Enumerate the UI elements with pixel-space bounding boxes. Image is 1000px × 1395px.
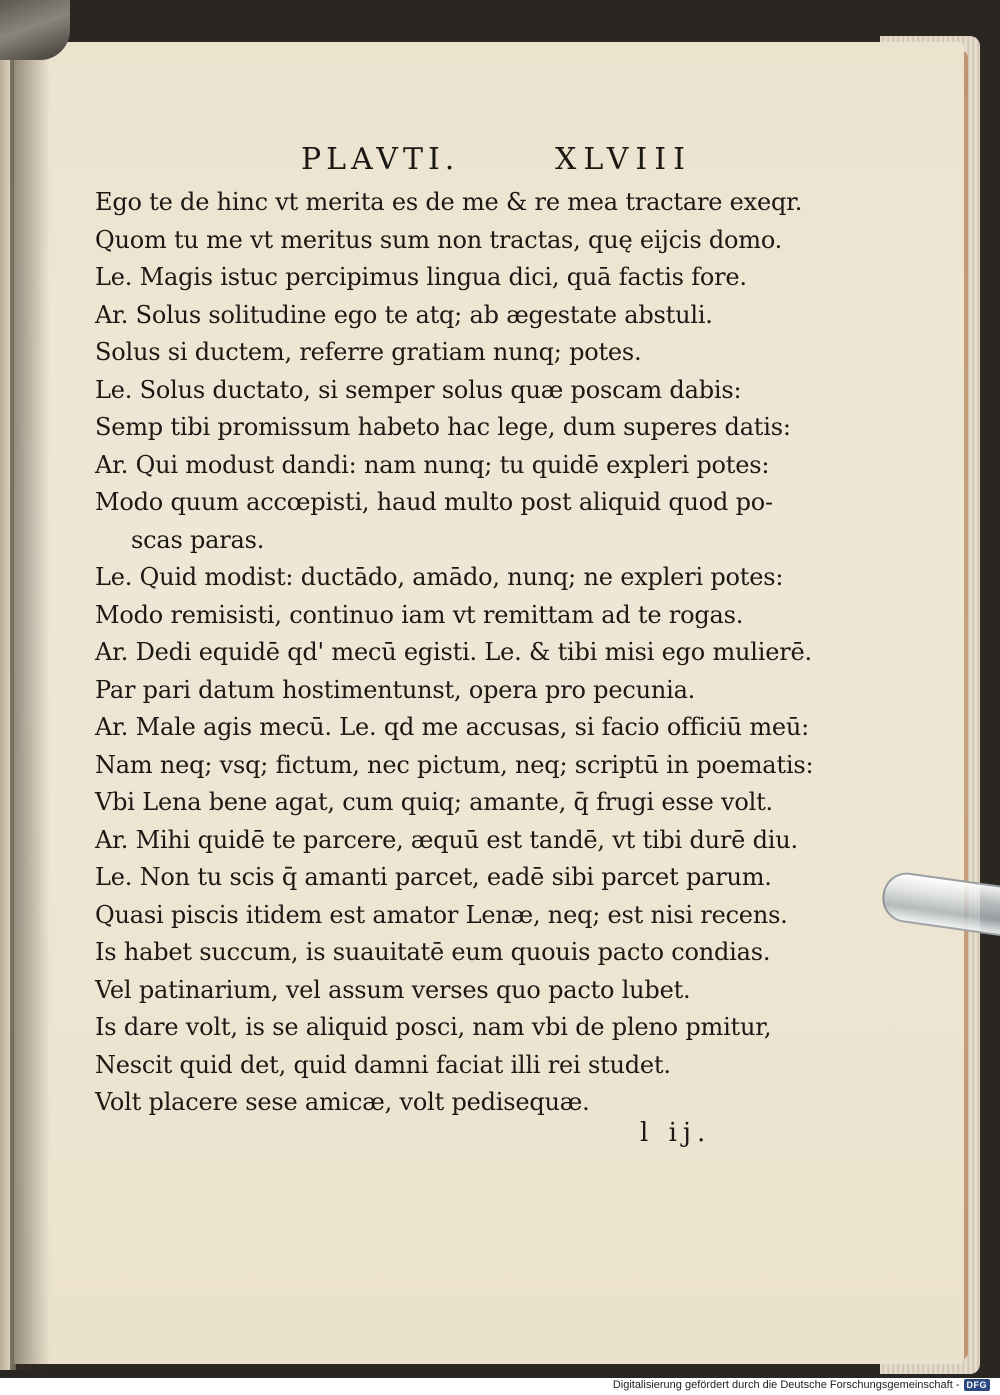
glass-page-holder — [872, 872, 1000, 934]
folio-number: XLVIII — [555, 142, 692, 177]
verse-line: Le. Solus ductato, si semper solus quæ poscam dabis: — [95, 375, 742, 404]
verse-line: Ar. Mihi quidē te parcere, æquū est tandē, vt tibi durē diu. — [95, 825, 798, 854]
verse-line: scas paras. — [131, 525, 265, 554]
dfg-logo-icon: DFG — [964, 1379, 991, 1391]
verse-line: Ar. Solus solitudine ego te atq; ab ægestate abstuli. — [95, 300, 713, 329]
verse-line: Is dare volt, is se aliquid posci, nam vbi de pleno pmitur, — [95, 1013, 772, 1041]
verse-line: Vel patinarium, vel assum verses quo pacto lubet. — [95, 975, 691, 1004]
verse-line: Le. Quid modist: ductādo, amādo, nunq; ne expleri potes: — [95, 563, 784, 591]
book-binding — [0, 0, 70, 60]
glass-rod — [879, 870, 1000, 941]
verse-line: Par pari datum hostimentunst, opera pro pecunia. — [95, 675, 696, 704]
verse-line: Nam neq; vsq; fictum, nec pictum, neq; scriptū in poematis: — [95, 750, 814, 779]
verse-line: Ar. Qui modust dandi: nam nunq; tu quidē expleri potes: — [95, 450, 770, 479]
verse-line: Le. Magis istuc percipimus lingua dici, quā factis fore. — [95, 263, 747, 291]
verse-line: Semp tibi promissum habeto hac lege, dum superes datis: — [95, 413, 791, 441]
verse-line: Ego te de hinc vt merita es de me & re mea tractare exeqr. — [95, 188, 803, 216]
funding-credit — [613, 1379, 990, 1391]
verse-line: Le. Non tu scis q̄ amanti parcet, eadē sibi parcet parum. — [95, 863, 772, 891]
page-header — [95, 138, 775, 184]
verse-line: Vbi Lena bene agat, cum quiq; amante, q̄ frugi esse volt. — [95, 788, 773, 816]
verse-line: Nescit quid det, quid damni faciat illi rei studet. — [95, 1050, 671, 1079]
verse-line: Is habet succum, is suauitatē eum quouis pacto condias. — [95, 938, 771, 966]
gutter-shadow — [10, 40, 50, 1370]
verse-list — [95, 184, 814, 1122]
verse-line: Modo quum accœpisti, haud multo post aliquid quod po- — [95, 488, 773, 516]
running-title: PLAVTI. — [301, 142, 460, 177]
printed-text-block — [95, 138, 814, 1122]
verse-line: Quasi piscis itidem est amator Lenæ, neq; est nisi recens. — [95, 900, 788, 929]
verse-line: Quom tu me vt meritus sum non tractas, quę eijcis domo. — [95, 225, 783, 254]
verse-line: Modo remisisti, continuo iam vt remittam ad te rogas. — [95, 600, 744, 629]
verse-line: Solus si ductem, referre gratiam nunq; potes. — [95, 338, 642, 366]
verse-line: Ar. Male agis mecū. Le. qd me accusas, si facio officiū meū: — [95, 713, 810, 741]
verse-line: Ar. Dedi equidē qd' mecū egisti. Le. & tibi misi ego mulierē. — [95, 638, 812, 666]
signature-mark: l ij. — [640, 1118, 712, 1148]
credit-text: Digitalisierung gefördert durch die Deutsche Forschungsgemeinschaft - — [612, 1379, 960, 1391]
verse-line: Volt placere sese amicæ, volt pedisequæ. — [95, 1088, 590, 1116]
